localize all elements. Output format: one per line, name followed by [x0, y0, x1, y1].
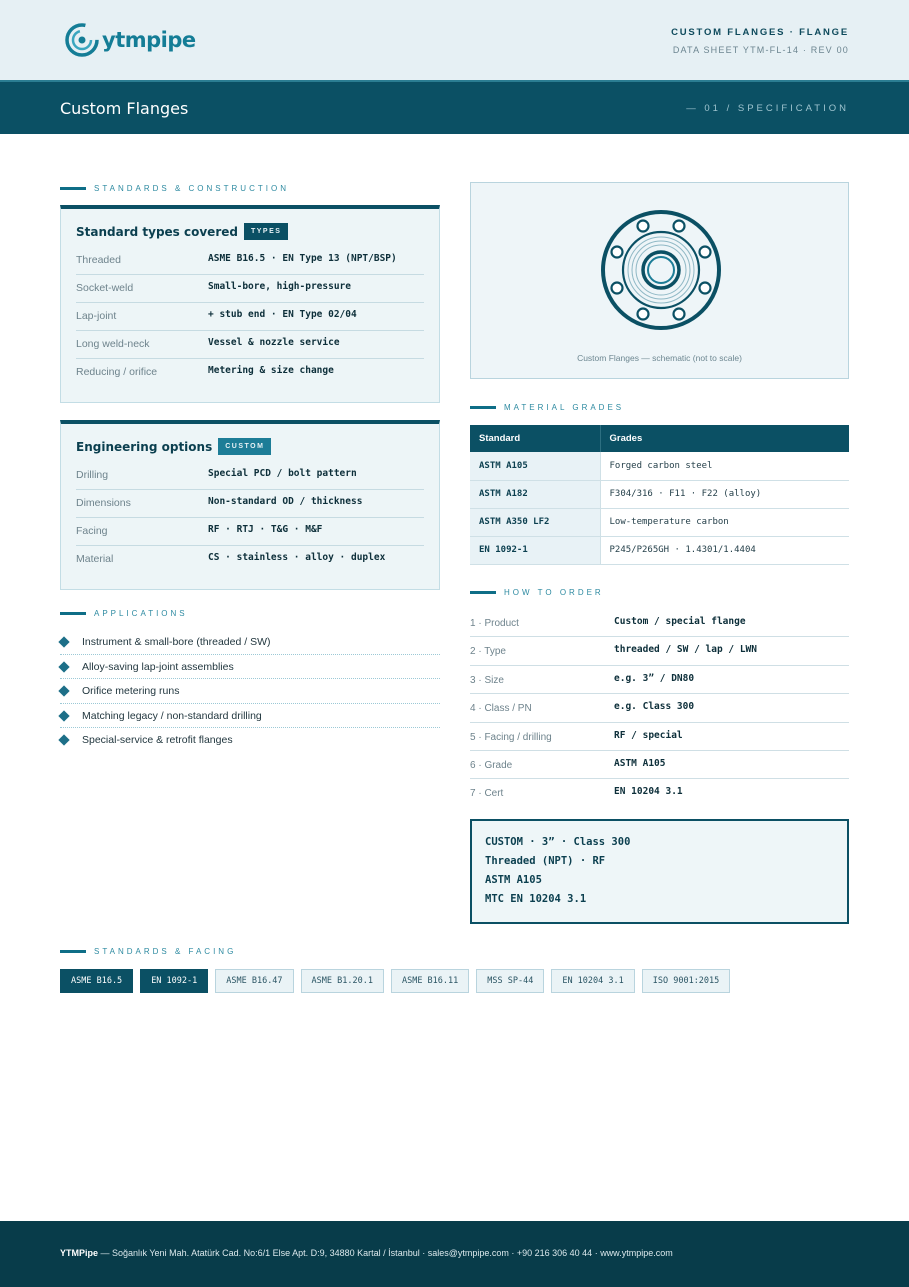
order-value: threaded / SW / lap / LWN	[614, 644, 757, 656]
list-item-text: Alloy-saving lap-joint assemblies	[82, 660, 234, 673]
spec-row	[76, 462, 424, 490]
diamond-bullet-icon	[58, 661, 69, 672]
section-bar	[60, 950, 86, 953]
section-heading-applications	[60, 609, 188, 618]
page-title: Custom Flanges	[60, 99, 189, 118]
standard-cell: EN 1092-1	[470, 536, 600, 564]
footer-address: — Soğanlık Yeni Mah. Atatürk Cad. No:6/1 Else Apt. D:9, 34880 Kartal / İstanbul · sales@ytmpipe.com · +90 216 306 40 44 · www.ytmpipe.com	[98, 1248, 673, 1258]
list-item-text: Instrument & small-bore (threaded / SW)	[82, 636, 271, 648]
order-label: 4 · Class / PN	[470, 703, 532, 715]
schematic-caption: Custom Flanges — schematic (not to scale)	[577, 353, 742, 363]
spec-row	[76, 359, 424, 387]
spec-label: Reducing / orifice	[76, 366, 158, 378]
order-label: 3 · Size	[470, 674, 504, 686]
section-heading-how-to-order	[470, 588, 604, 597]
spec-label: Socket-weld	[76, 282, 134, 294]
section-heading-standards-facing	[60, 947, 236, 956]
spec-row	[76, 546, 424, 574]
order-value: e.g. 3” / DN80	[614, 672, 695, 684]
grades-cell: F304/316 · F11 · F22 (alloy)	[600, 480, 849, 508]
section-heading-standards-construction	[60, 184, 289, 193]
order-label: 2 · Type	[470, 646, 506, 658]
spec-value: + stub end · EN Type 02/04	[208, 309, 357, 320]
spec-row	[76, 490, 424, 518]
types-tag: TYPES	[244, 223, 288, 240]
spec-value: Non-standard OD / thickness	[208, 496, 363, 507]
spec-row	[76, 275, 424, 303]
order-value: Custom / special flange	[614, 616, 746, 627]
title-band	[0, 80, 909, 134]
order-value: EN 10204 3.1	[614, 786, 683, 798]
flange-schematic-panel	[470, 182, 849, 379]
section-marker: — 01 / SPECIFICATION	[686, 103, 849, 114]
grades-cell: Forged carbon steel	[600, 452, 849, 480]
spec-label: Material	[76, 553, 114, 565]
standard-cell: ASTM A105	[470, 452, 600, 480]
standard-chip: ASME B16.47	[215, 969, 293, 993]
order-example-line: CUSTOM · 3” · Class 300	[485, 836, 631, 848]
list-item	[60, 704, 440, 729]
order-row	[470, 751, 849, 779]
standard-types-panel	[60, 205, 440, 403]
list-item	[60, 679, 440, 704]
order-example-line: Threaded (NPT) · RF	[485, 855, 606, 867]
section-label: MATERIAL GRADES	[504, 403, 625, 412]
spec-label: Drilling	[76, 469, 109, 481]
spec-label: Lap-joint	[76, 310, 117, 322]
order-value: RF / special	[614, 729, 683, 741]
order-label: 7 · Cert	[470, 788, 504, 800]
list-item-text: Matching legacy / non-standard drilling	[82, 709, 262, 722]
page-header	[0, 0, 909, 80]
doc-title: CUSTOM FLANGES · FLANGE	[671, 27, 849, 38]
order-example-box	[470, 819, 849, 924]
order-steps	[470, 609, 849, 808]
list-item	[60, 655, 440, 680]
section-label: STANDARDS & FACING	[94, 947, 237, 956]
column-header-grades: Grades	[600, 425, 849, 452]
section-bar	[60, 187, 86, 190]
standard-cell: ASTM A350 LF2	[470, 508, 600, 536]
footer-contact	[60, 1248, 673, 1258]
ytmpipe-logo[interactable]	[64, 20, 196, 60]
spec-row	[76, 518, 424, 546]
standard-chip: ASME B16.5	[60, 969, 133, 993]
grades-cell: Low-temperature carbon	[600, 508, 849, 536]
spec-value: Vessel & nozzle service	[208, 337, 340, 348]
list-item	[60, 630, 440, 655]
standard-chip: EN 10204 3.1	[551, 969, 634, 993]
spec-value: Special PCD / bolt pattern	[208, 468, 357, 479]
order-label: 6 · Grade	[470, 759, 513, 771]
spec-label: Facing	[76, 525, 108, 537]
list-item	[60, 728, 440, 753]
custom-tag: CUSTOM	[218, 438, 271, 455]
order-row	[470, 694, 849, 722]
section-bar	[470, 591, 496, 594]
panel-header	[76, 223, 288, 240]
standard-cell: ASTM A182	[470, 480, 600, 508]
spec-row	[76, 247, 424, 275]
diamond-bullet-icon	[58, 636, 69, 647]
order-value: ASTM A105	[614, 757, 666, 769]
spec-value: Metering & size change	[208, 365, 334, 376]
flange-schematic-icon	[599, 208, 723, 332]
order-value: e.g. Class 300	[614, 701, 695, 713]
section-label: HOW TO ORDER	[504, 588, 604, 597]
logo-text: ytmpipe	[102, 28, 196, 52]
section-bar	[60, 612, 86, 615]
order-row	[470, 637, 849, 665]
panel-header	[76, 438, 271, 455]
material-grades-table	[470, 425, 849, 565]
spec-value: ASME B16.5 · EN Type 13 (NPT/BSP)	[208, 253, 397, 264]
grades-cell: P245/P265GH · 1.4301/1.4404	[600, 536, 849, 564]
spec-label: Long weld-neck	[76, 338, 150, 350]
doc-meta	[671, 27, 849, 55]
order-row	[470, 723, 849, 751]
panel-title: Standard types covered	[76, 224, 238, 239]
standard-chip: ASME B1.20.1	[301, 969, 384, 993]
table-row	[470, 480, 849, 508]
list-item-text: Orifice metering runs	[82, 685, 180, 697]
engineering-options-panel	[60, 420, 440, 590]
list-item-text: Special-service & retrofit flanges	[82, 734, 233, 746]
doc-subtitle: DATA SHEET YTM-FL-14 · REV 00	[672, 45, 849, 55]
spec-value: RF · RTJ · T&G · M&F	[208, 524, 323, 535]
section-label: STANDARDS & CONSTRUCTION	[94, 184, 289, 193]
spec-label: Dimensions	[76, 497, 131, 509]
table-row	[470, 508, 849, 536]
column-header-standard: Standard	[470, 425, 600, 452]
logo-swirl-icon	[64, 22, 100, 58]
order-row	[470, 609, 849, 637]
order-label: 1 · Product	[470, 618, 519, 629]
applications-list	[60, 630, 440, 753]
table-header-row	[470, 425, 849, 452]
section-heading-material-grades	[470, 403, 624, 412]
table-row	[470, 536, 849, 564]
standard-chip: ISO 9001:2015	[642, 969, 731, 993]
standard-chip: ASME B16.11	[391, 969, 469, 993]
diamond-bullet-icon	[58, 734, 69, 745]
diamond-bullet-icon	[58, 685, 69, 696]
spec-value: Small-bore, high-pressure	[208, 281, 351, 292]
panel-title: Engineering options	[76, 439, 213, 454]
order-row	[470, 666, 849, 694]
table-row	[470, 452, 849, 480]
standard-chip: MSS SP-44	[476, 969, 544, 993]
spec-row	[76, 331, 424, 359]
order-example-line: MTC EN 10204 3.1	[485, 893, 587, 905]
order-label: 5 · Facing / drilling	[470, 731, 552, 743]
spec-label: Threaded	[76, 254, 121, 266]
standard-chip: EN 1092-1	[140, 969, 208, 993]
section-label: APPLICATIONS	[94, 609, 188, 618]
order-example-line: ASTM A105	[485, 874, 542, 886]
page-footer	[0, 1221, 909, 1287]
standards-chip-list	[60, 969, 737, 993]
diamond-bullet-icon	[58, 710, 69, 721]
footer-company: YTMPipe	[60, 1248, 99, 1258]
spec-row	[76, 303, 424, 331]
order-row	[470, 779, 849, 807]
spec-value: CS · stainless · alloy · duplex	[208, 552, 386, 563]
section-bar	[470, 406, 496, 409]
